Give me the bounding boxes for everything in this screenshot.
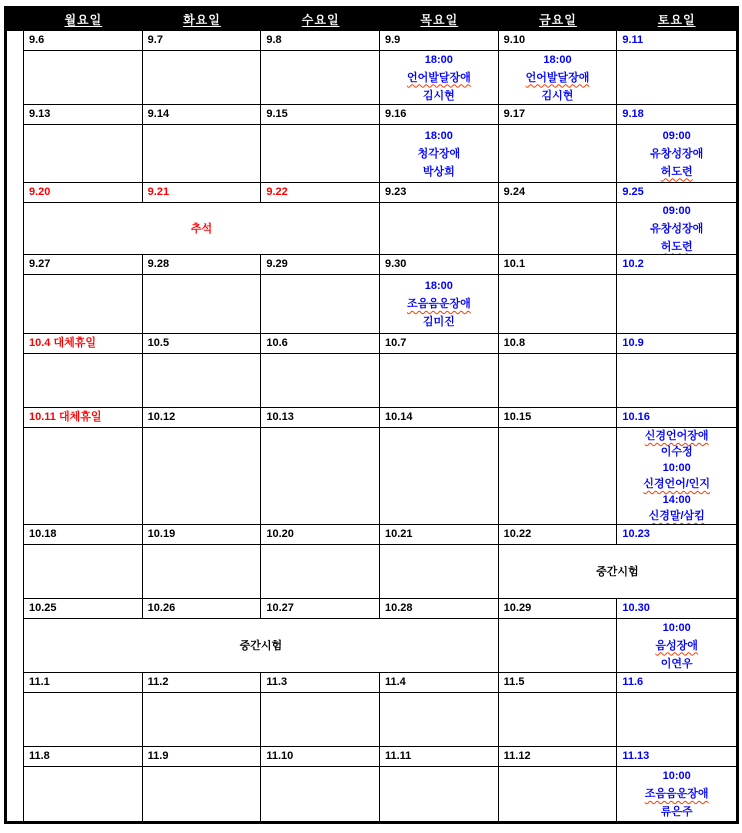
event-line: 이수정 (660, 446, 693, 458)
day-header-label: 수요일 (301, 13, 340, 27)
date-cell: 10.7 (380, 334, 499, 354)
date-cell: 9.6 (24, 31, 143, 51)
event-line: 박상희 (422, 165, 455, 178)
day-header (24, 11, 143, 29)
event-line: 신경말/삼킴 (648, 510, 705, 522)
empty-cell (261, 51, 380, 105)
event-line: 유창성장애 (650, 147, 704, 160)
date-cell: 11.3 (261, 673, 380, 693)
empty-cell (380, 428, 499, 525)
event-cell (380, 51, 499, 105)
date-cell: 10.30 (617, 599, 736, 619)
date-row (24, 334, 736, 354)
date-cell: 10.25 (24, 599, 143, 619)
date-row (24, 105, 736, 125)
date-cell: 10.18 (24, 525, 143, 545)
event-line: 유창성장애 (650, 222, 704, 235)
date-cell: 9.27 (24, 255, 143, 275)
empty-cell (24, 354, 143, 408)
empty-cell (499, 619, 618, 673)
date-cell: 10.1 (499, 255, 618, 275)
week-row (24, 105, 736, 183)
event-row (24, 51, 736, 105)
left-gutter-column (7, 31, 24, 821)
date-cell: 10.9 (617, 334, 736, 354)
empty-cell (143, 767, 262, 821)
event-line: 14:00 (662, 494, 691, 506)
date-cell: 9.7 (143, 31, 262, 51)
empty-cell (24, 428, 143, 525)
week-row (24, 408, 736, 525)
empty-cell (143, 428, 262, 525)
event-line: 18:00 (424, 129, 453, 142)
event-line: 류은주 (660, 806, 693, 818)
event-cell (380, 125, 499, 183)
date-cell: 9.21 (143, 183, 262, 203)
empty-cell (24, 275, 143, 334)
event-line: 09:00 (662, 129, 691, 142)
date-cell: 9.23 (380, 183, 499, 203)
event-line: 청각장애 (417, 147, 461, 160)
date-cell: 10.23 (617, 525, 736, 545)
empty-cell (24, 125, 143, 183)
empty-cell (261, 545, 380, 599)
event-line: 18:00 (424, 280, 453, 292)
date-cell: 10.26 (143, 599, 262, 619)
event-cell (617, 428, 736, 525)
empty-cell (380, 767, 499, 821)
event-line: 언어발달장애 (406, 71, 471, 84)
date-cell: 9.9 (380, 31, 499, 51)
empty-cell (380, 354, 499, 408)
date-cell: 10.5 (143, 334, 262, 354)
date-cell: 10.16 (617, 408, 736, 428)
date-cell: 9.29 (261, 255, 380, 275)
event-cell (380, 275, 499, 334)
calendar-body (7, 31, 736, 821)
empty-cell (499, 275, 618, 334)
header-row (7, 9, 736, 31)
date-cell: 9.25 (617, 183, 736, 203)
date-cell: 10.22 (499, 525, 618, 545)
event-line: 허도련 (660, 240, 693, 253)
day-header-label: 화요일 (183, 13, 221, 27)
empty-cell (261, 275, 380, 334)
day-header-label: 월요일 (64, 13, 103, 27)
event-line: 신경언어장애 (644, 430, 709, 442)
event-line: 김시현 (422, 89, 455, 102)
empty-cell (499, 693, 618, 747)
empty-cell (143, 693, 262, 747)
date-row (24, 599, 736, 619)
event-line: 김미진 (422, 316, 455, 328)
date-cell: 9.22 (261, 183, 380, 203)
date-row (24, 31, 736, 51)
date-cell: 9.30 (380, 255, 499, 275)
event-line: 허도련 (660, 165, 693, 178)
event-cell (617, 767, 736, 821)
event-cell (24, 619, 499, 673)
event-row (24, 203, 736, 255)
empty-cell (261, 428, 380, 525)
date-cell: 10.27 (261, 599, 380, 619)
date-cell: 10.6 (261, 334, 380, 354)
empty-cell (143, 545, 262, 599)
date-cell: 11.5 (499, 673, 618, 693)
event-line: 이연우 (660, 657, 693, 670)
event-line: 김시현 (541, 89, 574, 102)
event-cell (499, 51, 618, 105)
event-cell (617, 125, 736, 183)
event-row (24, 693, 736, 747)
empty-cell (143, 354, 262, 408)
week-row (24, 334, 736, 408)
event-row (24, 619, 736, 673)
empty-cell (380, 693, 499, 747)
date-cell: 11.8 (24, 747, 143, 767)
event-cell (617, 203, 736, 255)
event-line: 10:00 (662, 462, 691, 474)
event-line: 음성장애 (655, 639, 698, 652)
date-row (24, 255, 736, 275)
date-cell: 10.29 (499, 599, 618, 619)
empty-cell (499, 203, 618, 255)
empty-cell (261, 767, 380, 821)
day-header (499, 11, 618, 29)
empty-cell (380, 545, 499, 599)
week-row (24, 525, 736, 599)
day-header-label: 금요일 (539, 13, 577, 27)
date-cell: 9.18 (617, 105, 736, 125)
date-cell: 10.21 (380, 525, 499, 545)
event-cell (24, 203, 380, 255)
empty-cell (24, 51, 143, 105)
date-cell: 10.2 (617, 255, 736, 275)
event-row (24, 428, 736, 525)
empty-cell (24, 767, 143, 821)
day-header-label: 토요일 (657, 13, 696, 27)
empty-cell (143, 51, 262, 105)
event-row (24, 354, 736, 408)
date-cell: 11.2 (143, 673, 262, 693)
date-cell: 11.13 (617, 747, 736, 767)
date-row (24, 183, 736, 203)
event-row (24, 545, 736, 599)
date-cell: 9.14 (143, 105, 262, 125)
date-cell: 11.9 (143, 747, 262, 767)
empty-cell (617, 51, 736, 105)
week-row (24, 673, 736, 747)
event-line: 중간시험 (596, 565, 639, 578)
event-line: 10:00 (662, 770, 691, 782)
event-cell (617, 619, 736, 673)
day-header (617, 11, 736, 29)
event-line: 신경언어/인지 (643, 478, 711, 490)
empty-cell (617, 354, 736, 408)
empty-cell (143, 125, 262, 183)
empty-cell (499, 125, 618, 183)
date-row (24, 525, 736, 545)
date-cell: 11.10 (261, 747, 380, 767)
date-cell: 9.28 (143, 255, 262, 275)
date-cell: 9.8 (261, 31, 380, 51)
event-line: 조음음운장애 (406, 298, 471, 310)
empty-cell (617, 693, 736, 747)
date-cell: 9.10 (499, 31, 618, 51)
event-row (24, 767, 736, 821)
empty-cell (380, 203, 499, 255)
event-line: 언어발달장애 (525, 71, 590, 84)
empty-cell (143, 275, 262, 334)
date-cell: 9.15 (261, 105, 380, 125)
date-cell: 11.4 (380, 673, 499, 693)
event-line: 10:00 (662, 621, 691, 634)
day-header-label: 목요일 (420, 13, 459, 27)
date-cell: 9.13 (24, 105, 143, 125)
event-line: 조음음운장애 (644, 788, 709, 800)
empty-cell (499, 354, 618, 408)
empty-cell (499, 428, 618, 525)
date-cell: 9.11 (617, 31, 736, 51)
date-cell: 10.14 (380, 408, 499, 428)
date-cell: 10.28 (380, 599, 499, 619)
event-row (24, 275, 736, 334)
empty-cell (24, 545, 143, 599)
date-cell: 10.4 대체휴일 (24, 334, 143, 354)
date-cell: 9.20 (24, 183, 143, 203)
date-cell: 11.1 (24, 673, 143, 693)
date-cell: 10.13 (261, 408, 380, 428)
empty-cell (617, 275, 736, 334)
event-line: 09:00 (662, 204, 691, 217)
date-cell: 11.6 (617, 673, 736, 693)
event-cell (499, 545, 736, 599)
week-row (24, 31, 736, 105)
day-header (143, 11, 262, 29)
date-cell: 10.11 대체휴일 (24, 408, 143, 428)
empty-cell (261, 125, 380, 183)
date-row (24, 408, 736, 428)
day-header (380, 11, 499, 29)
weeks-container (24, 31, 736, 821)
event-line: 중간시험 (239, 639, 283, 652)
date-cell: 10.8 (499, 334, 618, 354)
date-cell: 9.16 (380, 105, 499, 125)
empty-cell (499, 767, 618, 821)
schedule-calendar (4, 6, 739, 824)
date-row (24, 673, 736, 693)
date-cell: 9.24 (499, 183, 618, 203)
empty-cell (261, 693, 380, 747)
empty-cell (24, 693, 143, 747)
week-row (24, 599, 736, 673)
day-header (261, 11, 380, 29)
date-row (24, 747, 736, 767)
week-row (24, 183, 736, 255)
event-line: 추석 (190, 222, 213, 235)
empty-cell (261, 354, 380, 408)
date-cell: 10.15 (499, 408, 618, 428)
date-cell: 10.19 (143, 525, 262, 545)
week-row (24, 747, 736, 821)
date-cell: 11.11 (380, 747, 499, 767)
date-cell: 9.17 (499, 105, 618, 125)
date-cell: 10.12 (143, 408, 262, 428)
date-cell: 11.12 (499, 747, 618, 767)
event-line: 18:00 (424, 53, 453, 66)
date-cell: 10.20 (261, 525, 380, 545)
event-line: 18:00 (543, 53, 572, 66)
event-row (24, 125, 736, 183)
week-row (24, 255, 736, 334)
